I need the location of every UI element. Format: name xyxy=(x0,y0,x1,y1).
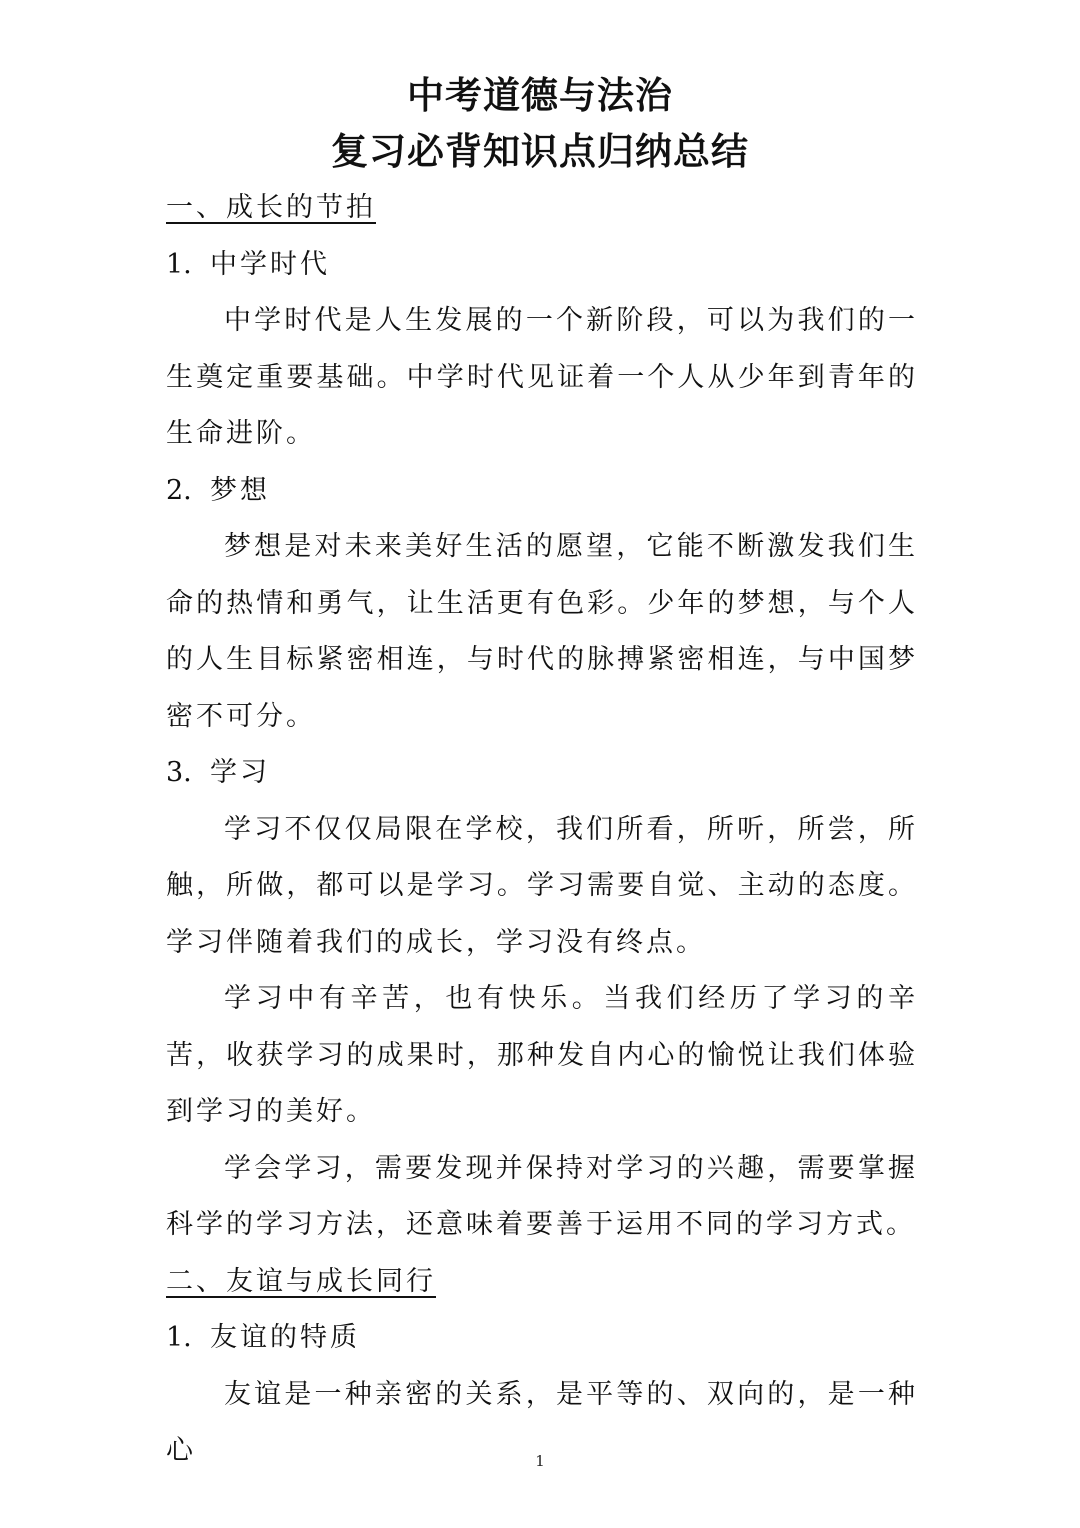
page-number: 1 xyxy=(535,1452,545,1470)
document-body xyxy=(166,180,918,1480)
item-number: 1. xyxy=(166,1322,192,1353)
item-heading-dream xyxy=(166,463,918,520)
item-heading-middle-school-era xyxy=(166,237,918,294)
title-line-2: 复习必背知识点归纳总结 xyxy=(331,130,749,173)
paragraph: 友谊是一种亲密的关系，是平等的、双向的，是一种心 xyxy=(166,1378,918,1466)
item-heading-friendship-traits xyxy=(166,1310,918,1367)
item-title: 学习 xyxy=(210,757,270,788)
item-number: 3. xyxy=(166,757,192,788)
item-number: 2. xyxy=(166,474,192,506)
item-number: 1. xyxy=(166,248,192,280)
paragraph: 学习中有辛苦，也有快乐。当我们经历了学习的辛苦，收获学习的成果时，那种发自内心的愉悦让我们体验到学习的美好。 xyxy=(166,983,918,1127)
title-line-1: 中考道德与法治 xyxy=(407,74,673,117)
paragraph: 中学时代是人生发展的一个新阶段，可以为我们的一生奠定重要基础。中学时代见证着一个人从少年到青年的生命进阶。 xyxy=(166,305,918,449)
paragraph: 梦想是对未来美好生活的愿望，它能不断激发我们生命的热情和勇气，让生活更有色彩。少年的梦想，与个人的人生目标紧密相连，与时代的脉搏紧密相连，与中国梦密不可分。 xyxy=(166,531,918,732)
paragraph: 学会学习，需要发现并保持对学习的兴趣，需要掌握科学的学习方法，还意味着要善于运用不同的学习方式。 xyxy=(166,1152,918,1240)
item-title: 梦想 xyxy=(210,474,270,506)
item-heading-learning xyxy=(166,745,918,802)
item-title: 中学时代 xyxy=(210,248,330,280)
document-title xyxy=(0,68,1080,180)
paragraph: 学习不仅仅局限在学校，我们所看，所听，所尝，所触，所做，都可以是学习。学习需要自觉、主动的态度。学习伴随着我们的成长，学习没有终点。 xyxy=(166,813,918,958)
section-heading-growth-rhythm: 一、成长的节拍 xyxy=(166,192,376,223)
section-heading-friendship: 二、友谊与成长同行 xyxy=(166,1265,436,1297)
item-title: 友谊的特质 xyxy=(210,1322,360,1353)
